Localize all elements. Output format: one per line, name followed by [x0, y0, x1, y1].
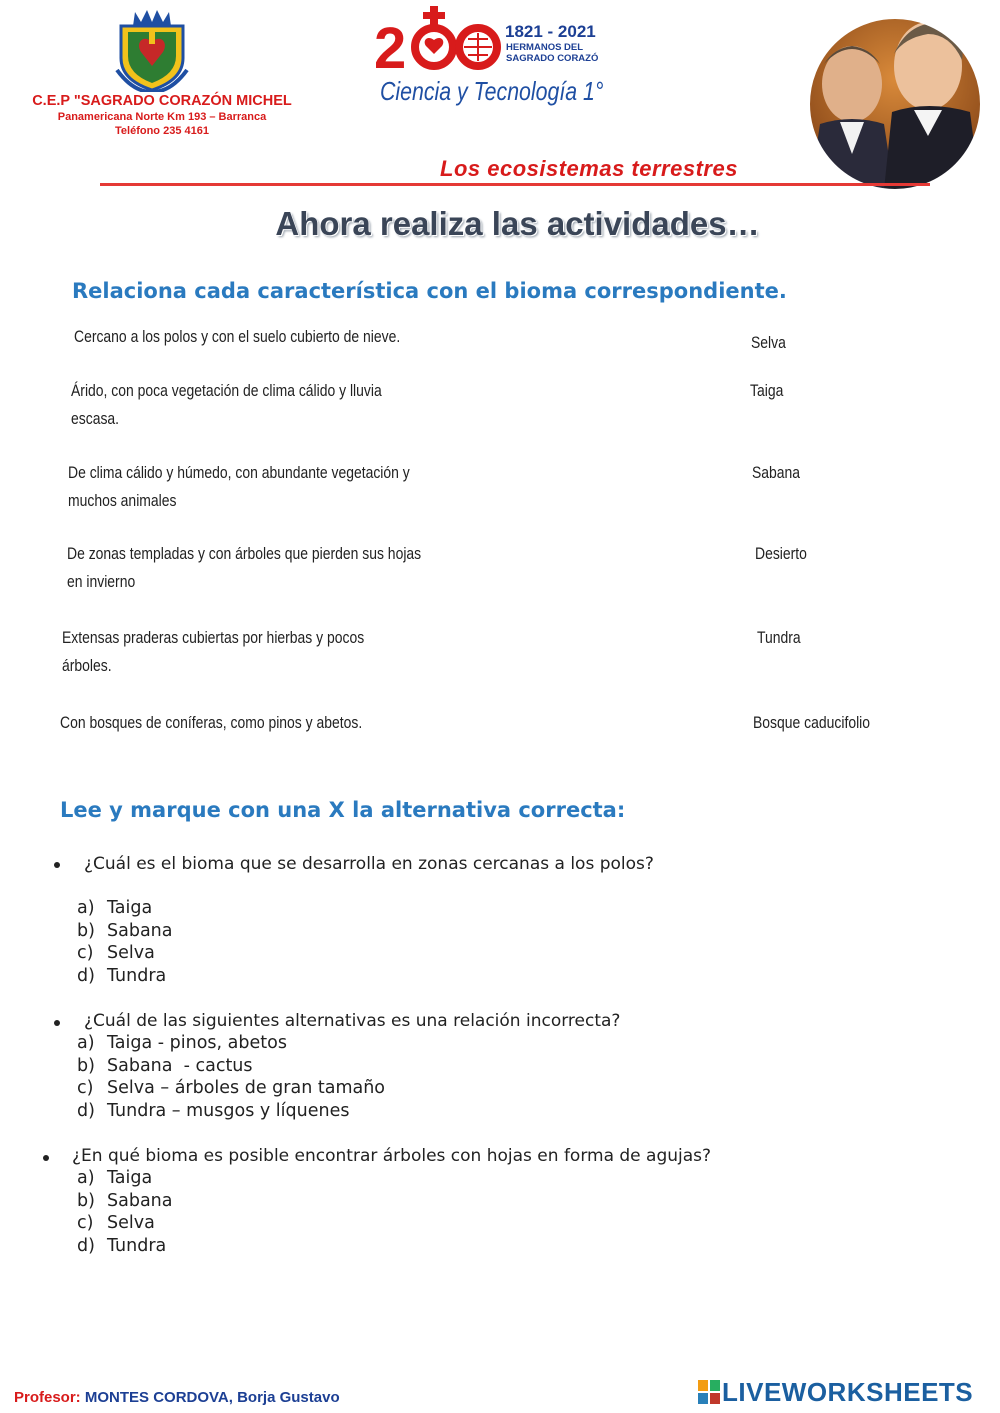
bullet-icon — [54, 862, 60, 868]
characteristic-item: Cercano a los polos y con el suelo cubierto de nieve. — [74, 327, 401, 346]
answer-option[interactable]: d) Tundra – musgos y líquenes — [77, 1100, 350, 1121]
answer-option[interactable]: b) Sabana — [77, 1190, 173, 1211]
biome-option[interactable]: Desierto — [755, 544, 807, 563]
teacher-label: Profesor: — [14, 1389, 81, 1406]
answer-option[interactable]: b) Sabana — [77, 920, 173, 941]
answer-option[interactable]: b) Sabana - cactus — [77, 1055, 253, 1076]
biome-option[interactable]: Bosque caducifolio — [753, 713, 871, 732]
quiz-section-title: Lee y marque con una X la alternativa correcta: — [60, 798, 626, 822]
biome-option[interactable]: Tundra — [757, 628, 801, 647]
teacher-name: MONTES CORDOVA, Borja Gustavo — [84, 1389, 340, 1406]
characteristic-item: De zonas templadas y con árboles que pierden sus hojas en invierno — [67, 544, 422, 591]
school-address — [22, 110, 302, 138]
biome-option[interactable]: Selva — [751, 333, 786, 352]
question-options — [77, 897, 172, 987]
question-text: ¿Cuál es el bioma que se desarrolla en zonas cercanas a los polos? — [84, 854, 654, 874]
topic-title: Los ecosistemas terrestres — [440, 156, 738, 181]
liveworksheets-logo-icon — [698, 1380, 720, 1404]
biome-option[interactable]: Sabana — [752, 463, 801, 482]
anniversary-text-line2: SAGRADO CORAZÓ — [506, 53, 599, 64]
characteristic-item: Extensas praderas cubiertas por hierbas y pocos árboles. — [62, 628, 365, 675]
liveworksheets-brand[interactable]: LIVEWORKSHEETS — [722, 1377, 974, 1407]
address-line: Panamericana Norte Km 193 – Barranca — [57, 111, 267, 123]
biome-option[interactable]: Taiga — [750, 381, 784, 400]
question-text: ¿En qué bioma es posible encontrar árboles con hojas en forma de agujas? — [72, 1146, 712, 1166]
answer-option[interactable]: a) Taiga — [77, 1168, 153, 1188]
characteristic-item: Árido, con poca vegetación de clima cálido y lluvia escasa. — [71, 381, 382, 428]
answer-option[interactable]: c) Selva — [77, 943, 155, 964]
answer-option[interactable]: d) Tundra — [77, 1235, 167, 1256]
answer-option[interactable]: a) Taiga — [77, 898, 153, 918]
founders-portrait — [800, 4, 990, 190]
bullet-icon — [54, 1020, 60, 1026]
matching-section-title: Relaciona cada característica con el bioma correspondiente. — [72, 279, 787, 303]
subject-title: Ciencia y Tecnología 1° — [380, 76, 604, 106]
answer-option[interactable]: a) Taiga - pinos, abetos — [77, 1033, 287, 1053]
question-options — [77, 1167, 172, 1257]
question-options — [77, 1032, 385, 1122]
bullet-icon — [43, 1155, 49, 1161]
characteristic-item: De clima cálido y húmedo, con abundante vegetación y muchos animales — [68, 463, 410, 510]
school-name: C.E.P "SAGRADO CORAZÓN MICHEL — [32, 93, 292, 109]
phone-line: Teléfono 235 4161 — [115, 125, 209, 137]
header-divider — [100, 183, 930, 186]
question-text: ¿Cuál de las siguientes alternativas es una relación incorrecta? — [84, 1011, 621, 1031]
anniversary-years: 1821 - 2021 — [505, 22, 596, 41]
svg-text:2: 2 — [374, 16, 407, 76]
answer-option[interactable]: c) Selva – árboles de gran tamaño — [77, 1078, 386, 1099]
school-crest-logo — [113, 6, 191, 92]
teacher-credit — [14, 1389, 340, 1406]
main-title: Ahora realiza las actividades… — [275, 205, 760, 242]
answer-option[interactable]: d) Tundra — [77, 965, 167, 986]
answer-option[interactable]: c) Selva — [77, 1213, 155, 1234]
characteristic-item: Con bosques de coníferas, como pinos y abetos. — [60, 713, 363, 732]
anniversary-text-line1: HERMANOS DEL — [506, 42, 584, 53]
